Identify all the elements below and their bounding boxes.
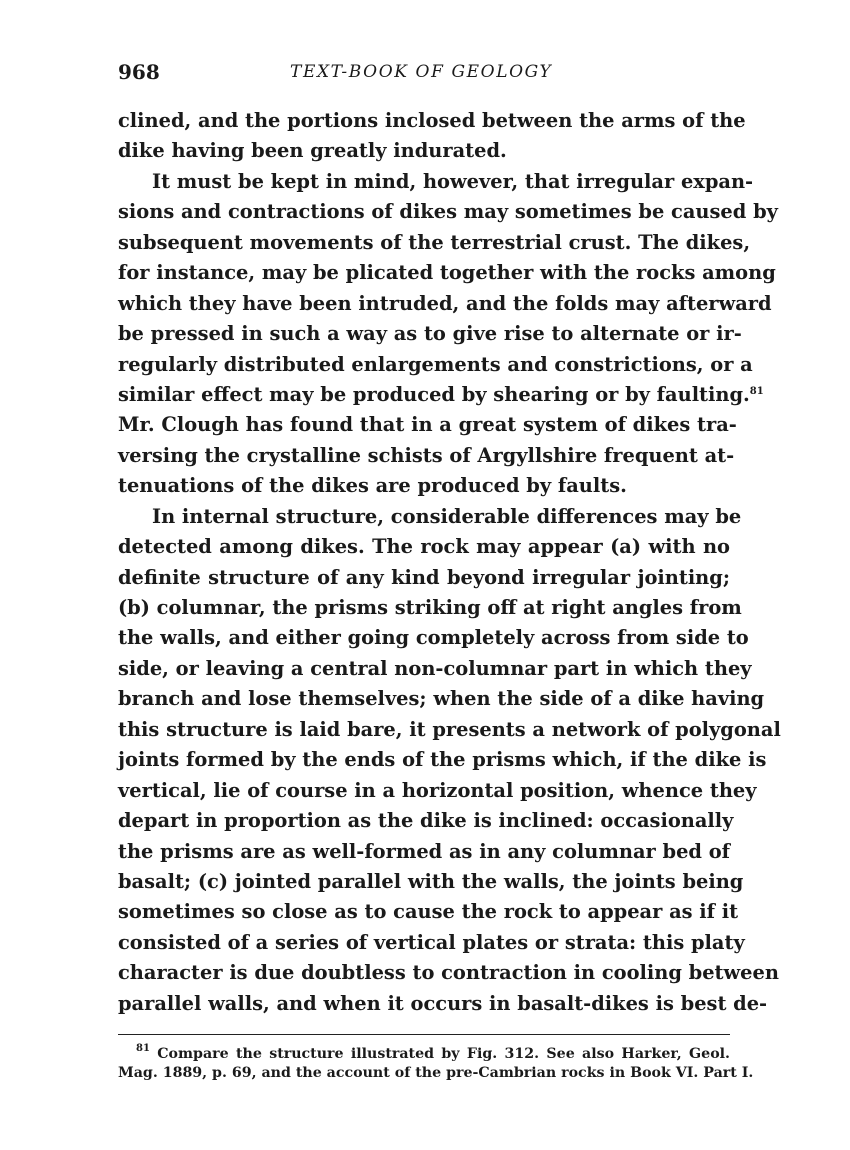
text-line: subsequent movements of the terrestrial crust. The dikes, (118, 230, 751, 254)
text-line: for instance, may be plicated together with the rocks among (118, 261, 776, 285)
text-line-with-footnote-ref (118, 380, 764, 410)
text-line: joints formed by the ends of the prisms which, if the dike is (118, 748, 767, 772)
text-line: Mr. Clough has found that in a great system of dikes tra- (118, 413, 737, 437)
text-line: parallel walls, and when it occurs in basalt-dikes is best de- (118, 991, 768, 1015)
text-line: branch and lose themselves; when the side of a dike having (118, 687, 765, 711)
text-line: regularly distributed enlargements and constrictions, or a (118, 352, 753, 376)
text-line: (b) columnar, the prisms striking off at right angles from (118, 596, 742, 619)
footnote-line: Mag. 1889, p. 69, and the account of the pre-Cambrian rocks in Book VI. Part I. (118, 1065, 754, 1081)
text-line: versing the crystalline schists of Argyllshire frequent at- (118, 443, 735, 467)
text-line: this structure is laid bare, it presents a network of polygonal (118, 717, 781, 741)
text-line: the walls, and either going completely across from side to (118, 626, 749, 650)
body-text (118, 106, 781, 1019)
text-line: be pressed in such a way as to give rise to alternate or ir- (118, 322, 742, 346)
text-line: It must be kept in mind, however, that irregular expan- (152, 169, 754, 193)
footnote-line (118, 1045, 730, 1064)
text-line: detected among dikes. The rock may appear (a) with no (118, 535, 730, 559)
footnote (118, 1043, 754, 1083)
text-line: the prisms are as well-formed as in any columnar bed of (118, 839, 730, 863)
text-line: tenuations of the dikes are produced by faults. (118, 474, 627, 498)
text-line: sometimes so close as to cause the rock to appear as if it (118, 900, 739, 924)
text-line: clined, and the portions inclosed between the arms of the (118, 109, 746, 132)
running-title: TEXT-BOOK OF GEOLOGY (290, 62, 553, 82)
footnote-divider (118, 1034, 730, 1035)
text-line: In internal structure, considerable differences may be (152, 504, 742, 528)
footnote-reference: 81 (749, 385, 764, 397)
text-line: side, or leaving a central non-columnar part in which they (118, 656, 752, 680)
footnote-marker: 81 (136, 1043, 150, 1054)
running-head (118, 60, 730, 90)
text-line: consisted of a series of vertical plates or strata: this platy (118, 930, 745, 954)
text-line: sions and contractions of dikes may sometimes be caused by (118, 200, 778, 224)
text-line-content: similar effect may be produced by shearing or by faulting. (118, 382, 750, 406)
text-line: dike having been greatly indurated. (118, 139, 507, 163)
text-line: vertical, lie of course in a horizontal position, whence they (118, 778, 757, 802)
text-line: depart in proportion as the dike is inclined: occasionally (118, 809, 734, 833)
text-line: basalt; (c) jointed parallel with the walls, the joints being (118, 869, 744, 893)
footnote-text: Compare the structure illustrated by Fig. 312. See also Harker, Geol. (157, 1046, 730, 1062)
page-number: 968 (118, 60, 160, 84)
text-line: definite structure of any kind beyond irregular jointing; (118, 565, 730, 589)
text-line: which they have been intruded, and the folds may afterward (118, 291, 772, 315)
text-line: character is due doubtless to contraction in cooling between (118, 961, 779, 985)
